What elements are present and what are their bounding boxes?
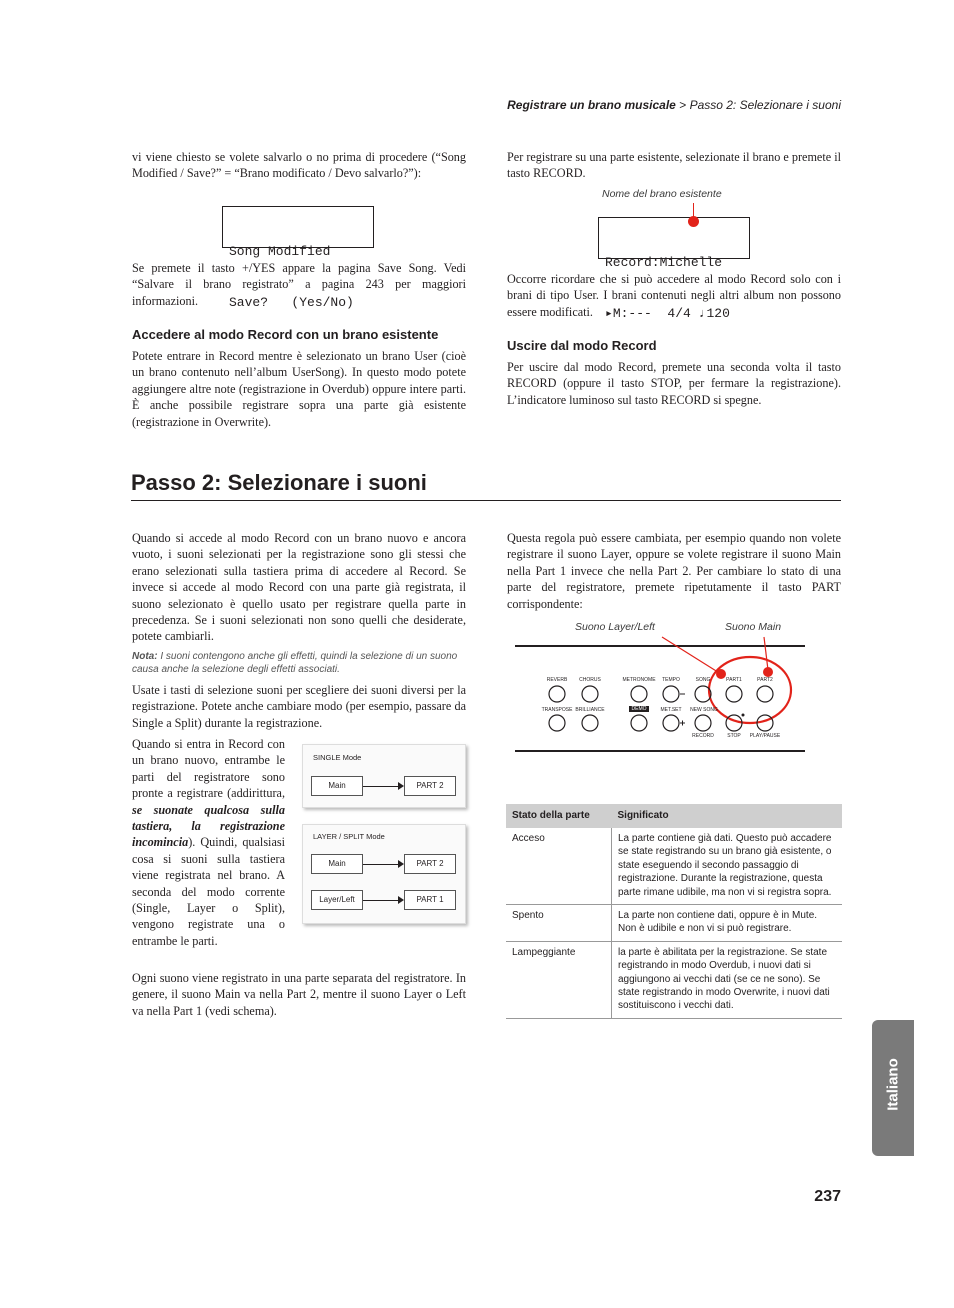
arrow-line [363, 786, 401, 787]
pointer-dot-main [763, 667, 773, 677]
running-header [440, 98, 841, 112]
label-part1: PART1 [726, 677, 742, 683]
demo-button[interactable] [631, 715, 647, 731]
pointer-line-main [764, 637, 768, 670]
pointer-line-layer [662, 637, 721, 674]
chorus-button[interactable] [582, 686, 598, 702]
cell-state: Acceso [506, 828, 612, 905]
section-title: Passo 2: Selezionare i suoni [131, 470, 427, 495]
lcd-tempo: 120 [706, 306, 730, 321]
panel-graphic [507, 618, 841, 758]
label-main: Suono Main [725, 621, 782, 633]
header-section-rest: Passo 2: Selezionare i suoni [689, 98, 841, 112]
bottom-left-paragraph-1: Quando si accede al modo Record con un brano nuovo e ancora vuoto, i suoni selezionati per la registrazione sono gli stessi che erano selezionati sulla tastiera prima di accedere al Record. Se invece si accede al modo Record con una parte già registrata, il suono selezionato è quello usato per registrare quella parte in precedenza. Se i suoni selezionati non sono quelli che desiderate, potete cambiarli. [132, 531, 466, 644]
header-separator: > [679, 98, 687, 112]
quarter-note-icon: ♩ [698, 306, 707, 321]
layer-part1-box: PART 1 [404, 890, 456, 910]
label-stop: STOP [727, 733, 741, 739]
part1-button[interactable] [726, 686, 742, 702]
layer-left-box: Layer/Left [311, 890, 363, 910]
table-header-row [506, 804, 842, 828]
p3-emphasis: se suonate qualcosa sulla tastiera, la registrazione incomincia [132, 802, 285, 850]
top-right-paragraph-3: Per uscire dal modo Record, premete una seconda volta il tasto RECORD (oppure il tasto STOP, per fermare la registrazione). L’indicatore luminoso sul tasto RECORD si spegne. [507, 360, 841, 407]
diagram-single-mode [302, 744, 466, 808]
note [132, 650, 466, 676]
part2-button[interactable] [757, 686, 773, 702]
label-record: RECORD [692, 733, 714, 739]
label-song: SONG [695, 677, 711, 683]
col-header-state: Stato della parte [506, 804, 612, 828]
callout-song-name: Nome del brano esistente [602, 188, 722, 200]
label-demo: DEMO [629, 706, 649, 712]
reverb-button[interactable] [549, 686, 565, 702]
part-status-table-wrap [506, 804, 842, 1019]
bottom-right-paragraph-1: Questa regola può essere cambiata, per esempio quando non volete registrare il suono Layer, oppure se volete registrare il suono Main nella Part 1 invece che nella Part 2. Per cambiare lo stato di una parte del registratore, premete ripetutamente il tasto PART corrispondente: [507, 531, 841, 611]
label-transpose: TRANSPOSE [541, 707, 573, 713]
language-tab-label: Italiano [884, 1058, 902, 1111]
language-tab [872, 1020, 914, 1156]
single-mode-title: SINGLE Mode [313, 753, 362, 762]
transpose-button[interactable] [549, 715, 565, 731]
table-row [506, 828, 842, 905]
metset-button[interactable] [663, 715, 679, 731]
cell-meaning: La parte contiene già dati. Questo può accadere se state registrando su un brano già esistente, o state eseguendo il secondo passaggio di registrazione. Durante la registrazione, questa parte rimane udibile, ma non vi si registra sopra. [612, 828, 843, 905]
note-text: I suoni contengono anche gli effetti, quindi la selezione di un suono causa anche la selezione degli effetti associati. [132, 651, 458, 675]
cell-state: Lampeggiante [506, 941, 612, 1018]
top-right-paragraph-2: Occorre ricordare che si può accedere al modo Record solo con i brani di tipo User. I brani contenuti negli altri album non possono essere modificati. [507, 272, 841, 319]
part-buttons-highlight [709, 657, 791, 723]
single-main-box: Main [311, 776, 363, 796]
p3-text-b: ). Quindi, qualsiasi cosa si suoni sulla tastiera viene registrata nel brano. A seconda del modo corrente (Single, Layer o Split), vengono registrate una o entrambe le parti. [132, 835, 285, 948]
lcd-record-michelle [598, 217, 750, 321]
heading-exit-record: Uscire dal modo Record [507, 338, 657, 353]
lcd-measure: M:--- 4/4 [612, 306, 691, 321]
layer-main-box: Main [311, 854, 363, 874]
single-part2-box: PART 2 [404, 776, 456, 796]
label-layer-left: Suono Layer/Left [575, 621, 655, 633]
part-status-table [506, 804, 842, 1019]
cell-meaning: la parte è abilitata per la registrazione. Se state registrando in modo Overdub, i nuovi dati si aggiungono ai vecchi dati (se ce ne sono). Se state registrando in modo Overwrite, i nuovi dati sostituiscono i vecchi dati. [612, 941, 843, 1018]
label-reverb: REVERB [546, 677, 568, 683]
cell-meaning: La parte non contiene dati, oppure è in Mute. Non è udibile e non vi si può registrare. [612, 905, 843, 942]
arrow-line [363, 864, 401, 865]
lcd-line-1: Record:Michelle [605, 255, 723, 270]
section-rule [131, 500, 841, 501]
lcd-line-1: Song Modified [229, 244, 331, 259]
arrow-line [363, 900, 401, 901]
page-number: 237 [814, 1188, 841, 1205]
layer-part2-box: PART 2 [404, 854, 456, 874]
play-marker-icon: ▸ [605, 306, 613, 321]
diagram-layer-split-mode [302, 824, 466, 924]
table-row [506, 941, 842, 1018]
cell-state: Spento [506, 905, 612, 942]
control-panel-illustration [507, 618, 841, 758]
label-chorus: CHORUS [579, 677, 601, 683]
callout-dot [688, 216, 699, 227]
label-part2: PART2 [757, 677, 773, 683]
top-button-row [549, 686, 773, 702]
heading-record-existing: Accedere al modo Record con un brano esistente [132, 327, 439, 342]
brilliance-button[interactable] [582, 715, 598, 731]
label-metset: MET.SET [660, 707, 682, 713]
top-left-paragraph-3: Potete entrare in Record mentre è selezionato un brano User (cioè un brano contenuto nell’album UserSong). In questo modo potete aggiungere altre note (registrazione in Overdub) oppure intere parti. È anche possibile registrare sopra una parte già esistente (registrazione in Overwrite). [132, 349, 466, 429]
bottom-left-paragraph-4: Ogni suono viene registrato in una parte separata del registratore. In genere, il suono Main va nella Part 2, mentre il suono Layer o Left va nella Part 1 (vedi schema). [132, 971, 466, 1018]
col-header-meaning: Significato [612, 804, 843, 828]
label-play-pause: PLAY/PAUSE [749, 733, 781, 739]
top-left-paragraph-1: vi viene chiesto se volete salvarlo o no prima di procedere (“Song Modified / Save?” = “Brano modificato / Devo salvarlo?”): [132, 150, 466, 181]
label-metronome: METRONOME [622, 677, 656, 683]
record-button[interactable] [695, 715, 711, 731]
table-row [506, 905, 842, 942]
top-left-paragraph-2: Se premete il tasto +/YES appare la pagina Save Song. Vedi “Salvare il brano registrato” a pagina 243 per maggiori informazioni. [132, 261, 466, 308]
note-label: Nota: [132, 651, 158, 662]
tempo-button[interactable] [663, 686, 679, 702]
header-section-bold: Registrare un brano musicale [507, 98, 676, 112]
layer-mode-title: LAYER / SPLIT Mode [313, 832, 385, 841]
lcd-line-2: Save? (Yes/No) [229, 295, 354, 310]
p3-text-a: Quando si entra in Record con un brano nuovo, entrambe le parti del registratore sono pronte a registrare (addirittura, [132, 737, 285, 801]
bottom-left-paragraph-2: Usate i tasti di selezione suoni per scegliere dei suoni diversi per la registrazione. Potete anche cambiare modo (per esempio, passare da Single a Split) durante la registrazione. [132, 683, 466, 730]
metronome-button[interactable] [631, 686, 647, 702]
label-tempo: TEMPO [662, 677, 680, 683]
top-right-paragraph-1: Per registrare su una parte esistente, selezionate il brano e premete il tasto RECORD. [507, 150, 841, 181]
label-new-song: NEW SONG [690, 707, 718, 713]
bottom-left-paragraph-3 [132, 736, 285, 949]
label-brilliance: BRILLIANCE [575, 707, 605, 713]
lcd-song-modified [222, 206, 374, 310]
led-indicator [742, 714, 745, 717]
